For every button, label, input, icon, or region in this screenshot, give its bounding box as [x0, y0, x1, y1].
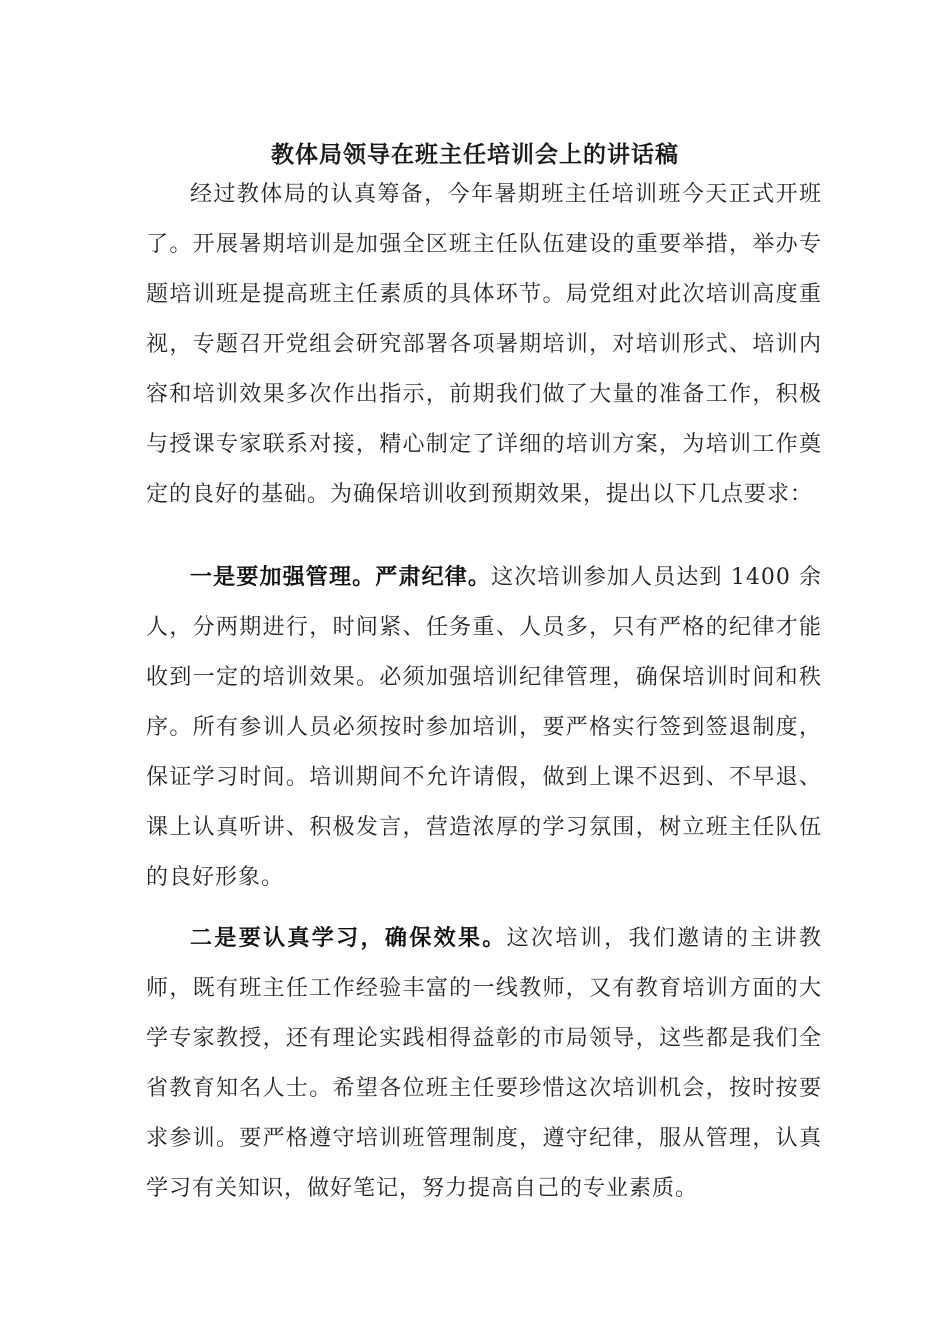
paragraph-requirement-2-heading: 二是要认真学习，确保效果。	[190, 925, 507, 951]
paragraph-intro	[146, 170, 822, 520]
paragraph-requirement-2	[146, 913, 822, 1214]
paragraph-requirement-2-text: 这次培训，我们邀请的主讲教师，既有班主任工作经验丰富的一线教师，又有教育培训方面的大学专家教授，还有理论实践相得益彰的市局领导，这些都是我们全省教育知名人士。希望各位班主任要珍惜这次培训机会，按时按要求参训。要严格遵守培训班管理制度，遵守纪律，服从管理，认真学习有关知识，做好笔记，努力提高自己的专业素质。	[146, 926, 822, 1201]
paragraph-requirement-1-text: 这次培训参加人员达到 1400 余人，分两期进行，时间紧、任务重、人员多，只有严格的纪律才能收到一定的培训效果。必须加强培训纪律管理，确保培训时间和秩序。所有参训人员必须按时参加培训，要严格实行签到签退制度，保证学习时间。培训期间不允许请假，做到上课不迟到、不早退、课上认真听讲、积极发言，营造浓厚的学习氛围，树立班主任队伍的良好形象。	[146, 565, 822, 890]
paragraph-intro-text: 经过教体局的认真筹备，今年暑期班主任培训班今天正式开班了。开展暑期培训是加强全区班主任队伍建设的重要举措，举办专题培训班是提高班主任素质的具体环节。局党组对此次培训高度重视，专题召开党组会研究部署各项暑期培训，对培训形式、培训内容和培训效果多次作出指示，前期我们做了大量的准备工作，积极与授课专家联系对接，精心制定了详细的培训方案，为培训工作奠定的良好的基础。为确保培训收到预期效果，提出以下几点要求：	[146, 182, 822, 507]
paragraph-requirement-1-heading: 一是要加强管理。严肃纪律。	[190, 564, 492, 590]
document-title: 教体局领导在班主任培训会上的讲话稿	[271, 141, 679, 168]
paragraph-requirement-1	[146, 552, 822, 903]
